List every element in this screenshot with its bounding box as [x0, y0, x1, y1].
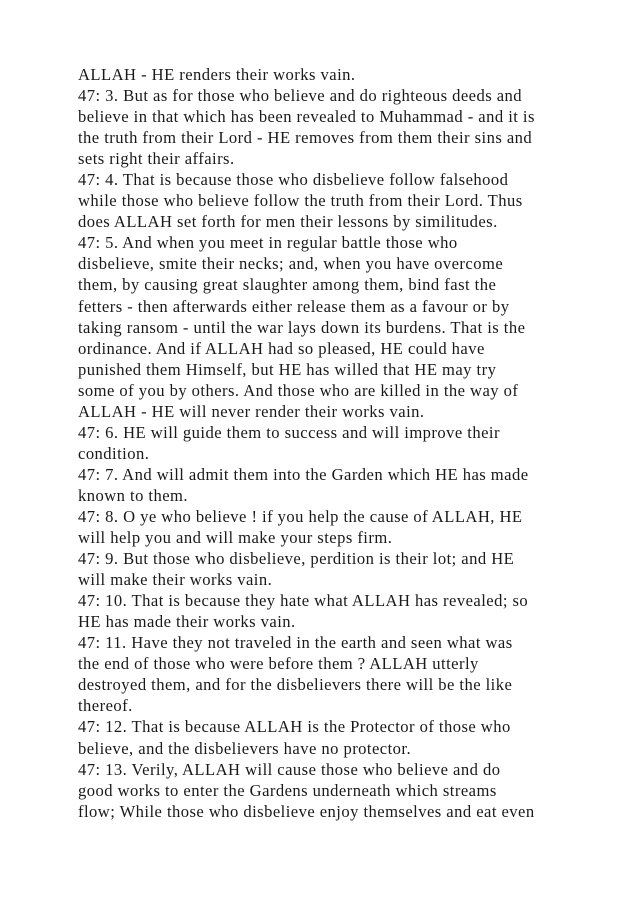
text-line: 47: 4. That is because those who disbelieve follow falsehood: [78, 170, 509, 190]
text-line: destroyed them, and for the disbelievers there will be the like: [78, 675, 513, 695]
text-line: believe, and the disbelievers have no protector.: [78, 738, 412, 758]
text-line: taking ransom - until the war lays down its burdens. That is the: [78, 317, 526, 337]
text-line: thereof.: [78, 696, 133, 716]
text-line: some of you by others. And those who are killed in the way of: [78, 380, 519, 400]
text-line: 47: 6. HE will guide them to success and will improve their: [78, 422, 500, 442]
text-line: 47: 8. O ye who believe ! if you help the cause of ALLAH, HE: [78, 506, 523, 526]
text-line: 47: 7. And will admit them into the Garden which HE has made: [78, 464, 529, 484]
document-body: [78, 64, 578, 822]
text-line: does ALLAH set forth for men their lessons by similitudes.: [78, 212, 498, 232]
text-line: believe in that which has been revealed to Muhammad - and it is: [78, 107, 535, 127]
text-line: the truth from their Lord - HE removes from them their sins and: [78, 128, 533, 148]
text-line: will help you and will make your steps firm.: [78, 528, 393, 548]
text-line: flow; While those who disbelieve enjoy themselves and eat even: [78, 801, 535, 821]
text-line: punished them Himself, but HE has willed that HE may try: [78, 359, 497, 379]
text-line: 47: 12. That is because ALLAH is the Protector of those who: [78, 717, 511, 737]
text-line: 47: 3. But as for those who believe and do righteous deeds and: [78, 86, 523, 106]
text-line: 47: 11. Have they not traveled in the earth and seen what was: [78, 633, 513, 653]
text-line: fetters - then afterwards either release them as a favour or by: [78, 296, 510, 316]
text-line: the end of those who were before them ? ALLAH utterly: [78, 654, 479, 674]
text-line: will make their works vain.: [78, 570, 273, 590]
text-line: ALLAH - HE will never render their works vain.: [78, 401, 425, 421]
text-line: 47: 9. But those who disbelieve, perdition is their lot; and HE: [78, 549, 515, 569]
text-line: known to them.: [78, 485, 189, 505]
text-line: good works to enter the Gardens underneath which streams: [78, 780, 497, 800]
text-line: ordinance. And if ALLAH had so pleased, HE could have: [78, 338, 485, 358]
text-line: 47: 10. That is because they hate what ALLAH has revealed; so: [78, 591, 529, 611]
text-line: sets right their affairs.: [78, 149, 235, 169]
text-line: 47: 5. And when you meet in regular battle those who: [78, 233, 458, 253]
text-line: ALLAH - HE renders their works vain.: [78, 65, 356, 84]
text-line: condition.: [78, 443, 150, 463]
text-line: 47: 13. Verily, ALLAH will cause those who believe and do: [78, 759, 501, 779]
text-line: disbelieve, smite their necks; and, when you have overcome: [78, 254, 504, 274]
text-line: them, by causing great slaughter among them, bind fast the: [78, 275, 497, 295]
text-line: HE has made their works vain.: [78, 612, 296, 632]
text-line: while those who believe follow the truth from their Lord. Thus: [78, 191, 523, 211]
